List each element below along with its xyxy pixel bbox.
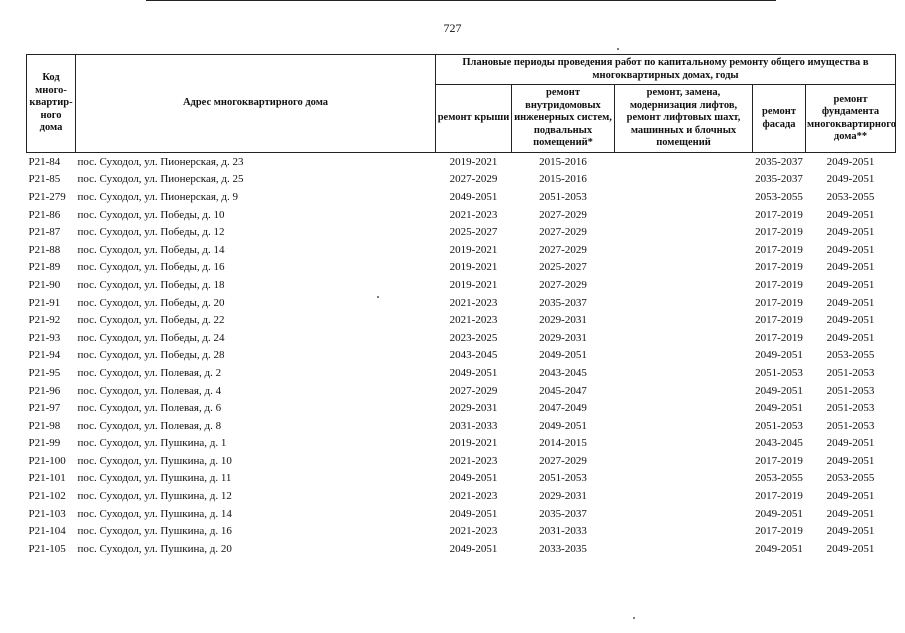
row-facade: 2017-2019 — [755, 314, 803, 327]
row-address: пос. Суходол, ул. Полевая, д. 2 — [77, 366, 222, 379]
row-systems: 2035-2037 — [539, 296, 587, 309]
row-systems: 2051-2053 — [539, 190, 587, 203]
row-code: Р21-103 — [28, 507, 66, 520]
row-facade: 2049-2051 — [755, 542, 803, 555]
row-facade: 2017-2019 — [755, 226, 803, 239]
table-row — [27, 364, 896, 382]
row-address: пос. Суходол, ул. Победы, д. 18 — [77, 278, 225, 291]
row-systems: 2025-2027 — [539, 261, 587, 274]
row-foundation: 2049-2051 — [826, 314, 875, 327]
row-roof: 2019-2021 — [449, 155, 498, 168]
row-facade: 2051-2053 — [755, 419, 803, 432]
row-roof: 2023-2025 — [449, 331, 498, 344]
row-address: пос. Суходол, ул. Пионерская, д. 23 — [77, 155, 244, 168]
row-systems: 2029-2031 — [539, 331, 587, 344]
row-facade: 2035-2037 — [755, 173, 803, 186]
row-systems: 2051-2053 — [539, 472, 587, 485]
capital-repair-table — [26, 54, 896, 558]
row-facade: 2049-2051 — [755, 384, 803, 397]
header-facade: ремонт фасада — [753, 85, 806, 153]
row-facade: 2043-2045 — [755, 437, 803, 450]
row-foundation: 2049-2051 — [826, 243, 875, 256]
row-elevators — [615, 487, 753, 505]
row-elevators — [615, 505, 753, 523]
header-address: Адрес многоквартирного дома — [76, 55, 436, 153]
row-facade: 2017-2019 — [755, 454, 803, 467]
row-systems: 2043-2045 — [539, 366, 587, 379]
row-code: Р21-89 — [28, 261, 61, 274]
row-code: Р21-102 — [28, 490, 66, 503]
table-row — [27, 347, 896, 365]
row-code: Р21-98 — [28, 419, 61, 432]
row-code: Р21-85 — [28, 173, 61, 186]
row-address: пос. Суходол, ул. Победы, д. 22 — [77, 314, 225, 327]
row-elevators — [615, 188, 753, 206]
row-foundation: 2049-2051 — [826, 296, 875, 309]
table-row — [27, 382, 896, 400]
table-row — [27, 487, 896, 505]
row-foundation: 2053-2055 — [826, 349, 875, 362]
row-address: пос. Суходол, ул. Победы, д. 24 — [77, 331, 225, 344]
row-address: пос. Суходол, ул. Победы, д. 16 — [77, 261, 225, 274]
row-code: Р21-101 — [28, 472, 66, 485]
row-systems: 2049-2051 — [539, 419, 587, 432]
row-elevators — [615, 153, 753, 171]
row-foundation: 2049-2051 — [826, 454, 875, 467]
row-facade: 2017-2019 — [755, 296, 803, 309]
row-roof: 2027-2029 — [449, 384, 498, 397]
row-code: Р21-100 — [28, 454, 66, 467]
row-systems: 2015-2016 — [539, 155, 587, 168]
row-systems: 2047-2049 — [539, 402, 587, 415]
row-foundation: 2049-2051 — [826, 261, 875, 274]
row-systems: 2035-2037 — [539, 507, 587, 520]
row-facade: 2049-2051 — [755, 402, 803, 415]
header-roof: ремонт крыши — [436, 85, 512, 153]
table-row — [27, 294, 896, 312]
row-address: пос. Суходол, ул. Победы, д. 14 — [77, 243, 225, 256]
table-row — [27, 188, 896, 206]
row-facade: 2035-2037 — [755, 155, 803, 168]
row-code: Р21-94 — [28, 349, 61, 362]
table-row — [27, 241, 896, 259]
page-top-rule — [146, 0, 776, 1]
row-elevators — [615, 364, 753, 382]
row-code: Р21-105 — [28, 542, 66, 555]
row-foundation: 2049-2051 — [826, 226, 875, 239]
header-planned-periods: Плановые периоды проведения работ по капитальному ремонту общего имущества в многоквартирных домах, годы — [436, 55, 896, 85]
table-row — [27, 329, 896, 347]
row-systems: 2033-2035 — [539, 542, 587, 555]
row-elevators — [615, 347, 753, 365]
row-foundation: 2049-2051 — [826, 173, 875, 186]
row-systems: 2027-2029 — [539, 454, 587, 467]
row-foundation: 2049-2051 — [826, 525, 875, 538]
row-roof: 2021-2023 — [449, 525, 498, 538]
row-roof: 2019-2021 — [449, 261, 498, 274]
row-address: пос. Суходол, ул. Пушкина, д. 1 — [77, 437, 227, 450]
row-systems: 2045-2047 — [539, 384, 587, 397]
row-foundation: 2049-2051 — [826, 507, 875, 520]
row-code: Р21-88 — [28, 243, 61, 256]
row-systems: 2029-2031 — [539, 314, 587, 327]
row-foundation: 2049-2051 — [826, 490, 875, 503]
row-code: Р21-93 — [28, 331, 61, 344]
table-row — [27, 540, 896, 558]
row-code: Р21-95 — [28, 366, 61, 379]
page-number: 727 — [443, 21, 462, 35]
header-foundation: ремонт фундамента многоквартирного дома** — [806, 85, 896, 153]
row-systems: 2029-2031 — [539, 490, 587, 503]
row-roof: 2049-2051 — [449, 472, 498, 485]
row-facade: 2017-2019 — [755, 525, 803, 538]
row-elevators — [615, 206, 753, 224]
row-foundation: 2051-2053 — [826, 366, 875, 379]
table-body — [27, 153, 896, 558]
row-elevators — [615, 540, 753, 558]
row-elevators — [615, 329, 753, 347]
row-roof: 2021-2023 — [449, 296, 498, 309]
row-systems: 2015-2016 — [539, 173, 587, 186]
row-elevators — [615, 399, 753, 417]
row-elevators — [615, 241, 753, 259]
row-elevators — [615, 382, 753, 400]
row-facade: 2051-2053 — [755, 366, 803, 379]
row-roof: 2029-2031 — [449, 402, 498, 415]
row-systems: 2027-2029 — [539, 278, 587, 291]
row-address: пос. Суходол, ул. Победы, д. 10 — [77, 208, 225, 221]
row-systems: 2014-2015 — [539, 437, 587, 450]
table-row — [27, 399, 896, 417]
row-roof: 2021-2023 — [449, 490, 498, 503]
scan-speck — [617, 48, 619, 50]
row-elevators — [615, 276, 753, 294]
row-address: пос. Суходол, ул. Пионерская, д. 9 — [77, 190, 239, 203]
row-address: пос. Суходол, ул. Пушкина, д. 16 — [77, 525, 232, 538]
row-code: Р21-99 — [28, 437, 61, 450]
table-row — [27, 259, 896, 277]
row-foundation: 2049-2051 — [826, 542, 875, 555]
row-roof: 2019-2021 — [449, 437, 498, 450]
row-systems: 2049-2051 — [539, 349, 587, 362]
table-row — [27, 505, 896, 523]
row-roof: 2019-2021 — [449, 243, 498, 256]
table-row — [27, 470, 896, 488]
row-foundation: 2049-2051 — [826, 331, 875, 344]
row-foundation: 2053-2055 — [826, 472, 875, 485]
row-code: Р21-92 — [28, 314, 61, 327]
row-roof: 2049-2051 — [449, 190, 498, 203]
row-facade: 2017-2019 — [755, 278, 803, 291]
table-row — [27, 452, 896, 470]
row-code: Р21-279 — [28, 190, 66, 203]
row-address: пос. Суходол, ул. Пушкина, д. 14 — [77, 507, 232, 520]
row-roof: 2025-2027 — [449, 226, 498, 239]
table-row — [27, 171, 896, 189]
row-elevators — [615, 470, 753, 488]
table-row — [27, 435, 896, 453]
row-code: Р21-96 — [28, 384, 61, 397]
table-row — [27, 522, 896, 540]
row-foundation: 2051-2053 — [826, 402, 875, 415]
row-facade: 2049-2051 — [755, 349, 803, 362]
table-row — [27, 206, 896, 224]
row-roof: 2021-2023 — [449, 454, 498, 467]
row-address: пос. Суходол, ул. Победы, д. 12 — [77, 226, 225, 239]
row-elevators — [615, 311, 753, 329]
row-foundation: 2051-2053 — [826, 419, 875, 432]
row-code: Р21-90 — [28, 278, 61, 291]
row-roof: 2019-2021 — [449, 278, 498, 291]
row-elevators — [615, 435, 753, 453]
row-roof: 2021-2023 — [449, 208, 498, 221]
row-facade: 2017-2019 — [755, 208, 803, 221]
row-roof: 2043-2045 — [449, 349, 498, 362]
row-facade: 2017-2019 — [755, 490, 803, 503]
row-address: пос. Суходол, ул. Полевая, д. 8 — [77, 419, 222, 432]
scan-speck — [633, 617, 635, 619]
row-systems: 2027-2029 — [539, 243, 587, 256]
header-code: Код много- квартир- ного дома — [27, 55, 76, 153]
table-row — [27, 153, 896, 171]
row-facade: 2049-2051 — [755, 507, 803, 520]
table-header — [27, 55, 896, 153]
row-elevators — [615, 259, 753, 277]
table-row — [27, 223, 896, 241]
row-code: Р21-97 — [28, 402, 61, 415]
row-address: пос. Суходол, ул. Пушкина, д. 11 — [77, 472, 232, 485]
row-roof: 2031-2033 — [449, 419, 498, 432]
row-elevators — [615, 452, 753, 470]
row-address: пос. Суходол, ул. Пушкина, д. 12 — [77, 490, 232, 503]
row-facade: 2017-2019 — [755, 261, 803, 274]
row-roof: 2049-2051 — [449, 507, 498, 520]
row-address: пос. Суходол, ул. Пушкина, д. 20 — [77, 542, 232, 555]
row-roof: 2021-2023 — [449, 314, 498, 327]
row-facade: 2017-2019 — [755, 331, 803, 344]
row-address: пос. Суходол, ул. Пушкина, д. 10 — [77, 454, 232, 467]
row-systems: 2031-2033 — [539, 525, 587, 538]
row-elevators — [615, 522, 753, 540]
header-elevators: ремонт, замена, модернизация лифтов, ремонт лифтовых шахт, машинных и блочных помещений — [615, 85, 753, 153]
row-code: Р21-104 — [28, 525, 66, 538]
scan-speck — [377, 296, 379, 298]
row-foundation: 2049-2051 — [826, 278, 875, 291]
row-foundation: 2051-2053 — [826, 384, 875, 397]
row-roof: 2049-2051 — [449, 542, 498, 555]
header-systems: ремонт внутридомовых инженерных систем, подвальных помещений* — [512, 85, 615, 153]
row-facade: 2053-2055 — [755, 472, 803, 485]
row-code: Р21-86 — [28, 208, 61, 221]
row-systems: 2027-2029 — [539, 226, 587, 239]
table-row — [27, 311, 896, 329]
row-elevators — [615, 417, 753, 435]
row-address: пос. Суходол, ул. Пионерская, д. 25 — [77, 173, 244, 186]
row-code: Р21-91 — [28, 296, 61, 309]
row-elevators — [615, 223, 753, 241]
row-address: пос. Суходол, ул. Полевая, д. 4 — [77, 384, 222, 397]
table-row — [27, 417, 896, 435]
row-roof: 2027-2029 — [449, 173, 498, 186]
table-row — [27, 276, 896, 294]
row-systems: 2027-2029 — [539, 208, 587, 221]
row-facade: 2053-2055 — [755, 190, 803, 203]
row-code: Р21-84 — [28, 155, 61, 168]
row-code: Р21-87 — [28, 226, 61, 239]
row-foundation: 2049-2051 — [826, 208, 875, 221]
row-elevators — [615, 294, 753, 312]
row-address: пос. Суходол, ул. Победы, д. 20 — [77, 296, 225, 309]
row-address: пос. Суходол, ул. Полевая, д. 6 — [77, 402, 222, 415]
row-foundation: 2049-2051 — [826, 155, 875, 168]
row-elevators — [615, 171, 753, 189]
row-facade: 2017-2019 — [755, 243, 803, 256]
row-foundation: 2049-2051 — [826, 437, 875, 450]
row-foundation: 2053-2055 — [826, 190, 875, 203]
row-roof: 2049-2051 — [449, 366, 498, 379]
row-address: пос. Суходол, ул. Победы, д. 28 — [77, 349, 225, 362]
